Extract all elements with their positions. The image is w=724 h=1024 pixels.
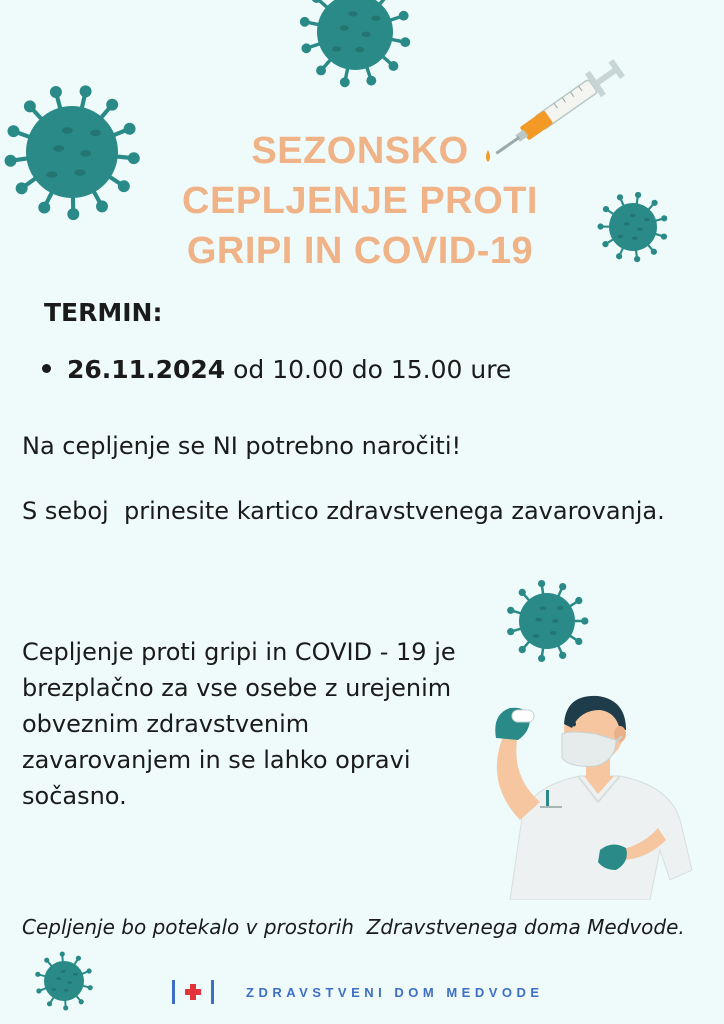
free-vaccination-paragraph	[22, 634, 492, 814]
paragraph-line: sočasno.	[22, 782, 127, 810]
logo-text: ZDRAVSTVENI DOM MEDVODE	[246, 984, 544, 1000]
bring-card-text: S seboj prinesite kartico zdravstvenega zavarovanja.	[22, 497, 665, 525]
termin-date: 26.11.2024	[67, 355, 226, 384]
no-booking-text: Na cepljenje se NI potrebno naročiti!	[22, 432, 462, 460]
title-line: SEZONSKO	[251, 130, 469, 172]
virus-icon-bottom	[30, 950, 98, 1012]
title-line: GRIPI IN COVID-19	[186, 230, 534, 272]
virus-icon-top	[282, 0, 428, 90]
page-title	[90, 126, 630, 276]
paragraph-line: Cepljenje proti gripi in COVID - 19 je	[22, 638, 456, 666]
virus-icon-middle	[500, 576, 594, 666]
virus-shape	[300, 0, 410, 87]
paragraph-line: zavarovanjem in se lahko opravi	[22, 746, 411, 774]
doctor-illustration	[470, 690, 700, 900]
title-line: CEPLJENJE PROTI	[182, 180, 538, 222]
paragraph-line: brezplačno za vse osebe z urejenim	[22, 674, 452, 702]
clinic-logo	[170, 978, 544, 1006]
medical-cross-logo	[170, 978, 216, 1006]
termin-time: od 10.00 do 15.00 ure	[225, 355, 512, 384]
termin-heading: TERMIN:	[44, 298, 163, 327]
location-note: Cepljenje bo potekalo v prostorih Zdravstvenega doma Medvode.	[22, 915, 685, 939]
bullet-icon	[42, 364, 51, 373]
termin-list-item	[42, 355, 511, 384]
virus-shape	[35, 951, 93, 1010]
virus-shape	[507, 580, 588, 662]
paragraph-line: obveznim zdravstvenim	[22, 710, 310, 738]
